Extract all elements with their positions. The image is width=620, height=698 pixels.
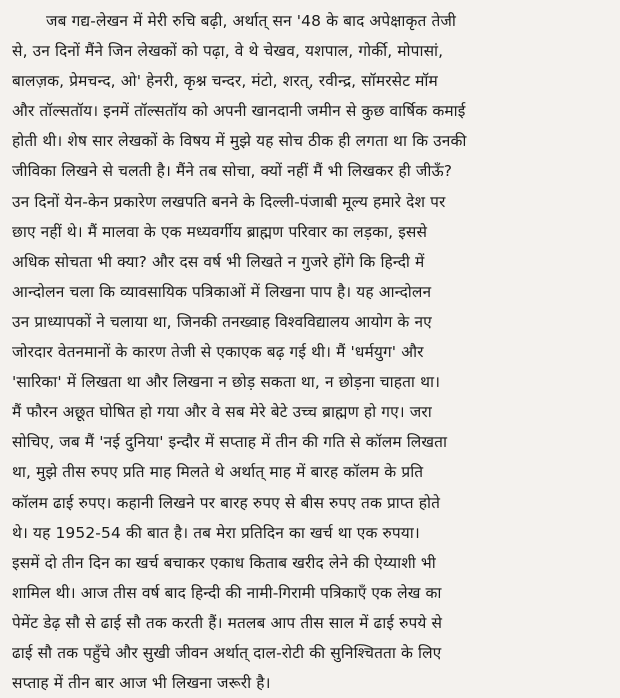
text-line: कॉलम ढाई रुपए। कहानी लिखने पर बारह रुपए से बीस रुपए तक प्राप्त होते <box>12 493 441 512</box>
text-line: था, मुझे तीस रुपए प्रति माह मिलते थे अर्थात् माह में बारह कॉलम के प्रति <box>12 463 424 482</box>
text-line: शामिल थी। आज तीस वर्ष बाद हिन्दी की नामी-गिरामी पत्रिकाएँ एक लेख का <box>12 583 442 602</box>
text-line: पेमेंट डेढ़ सौ से ढाई सौ तक करती हैं। मतलब आप तीस साल में ढाई रुपये से <box>12 613 443 632</box>
text-line: जब गद्य-लेखन में मेरी रुचि बढ़ी, अर्थात् सन '48 के बाद अपेक्षाकृत तेजी <box>46 12 457 30</box>
text-line: जोरदार वेतनमानों के कारण तेजी से एकाएक बढ़ गई थी। मैं 'धर्मयुग' और <box>12 343 424 362</box>
text-line: उन दिनों येन-केन प्रकारेण लखपति बनने के दिल्ली-पंजाबी मूल्य हमारे देश पर <box>12 192 446 211</box>
text-line: थे। यह 1952-54 की बात है। तब मेरा प्रतिदिन का खर्च था एक रुपया। <box>12 523 420 542</box>
text-line: अधिक सोचता भी क्या? और दस वर्ष भी लिखते न गुजरे होंगे कि हिन्दी में <box>12 252 425 271</box>
paragraph <box>12 6 612 698</box>
text-line: होती थी। शेष सार लेखकों के विषय में मुझे यह सोच ठीक ही लगता था कि उनकी <box>12 132 467 151</box>
text-line: बालज़क, प्रेमचन्द, ओ' हेनरी, कृश्न चन्दर, मंटो, शरत्, रवीन्द्र, सॉमरसेट मॉम <box>12 72 438 91</box>
text-line: ढाई सौ तक पहुँचे और सुखी जीवन अर्थात् दाल-रोटी की सुनिश्चितता के लिए <box>12 643 442 662</box>
text-line: उन प्राध्यापकों ने चलाया था, जिनकी तनख्वाह विश्वविद्यालय आयोग के नए <box>12 312 432 331</box>
text-line: आन्दोलन चला कि व्यावसायिक पत्रिकाओं में लिखना पाप है। यह आन्दोलन <box>12 282 432 301</box>
text-line: से, उन दिनों मैंने जिन लेखकों को पढ़ा, वे थे चेखव, यशपाल, गोर्की, मोपासां, <box>12 42 444 61</box>
text-line: इसमें दो तीन दिन का खर्च बचाकर एकाध किताब खरीद लेने की ऐय्याशी भी <box>12 553 436 572</box>
text-line: सोचिए, जब मैं 'नई दुनिया' इन्दौर में सप्ताह में तीन की गति से कॉलम लिखता <box>12 433 448 452</box>
text-line: सप्ताह में तीन बार आज भी लिखना जरूरी है। <box>12 674 271 693</box>
text-line: मैं फौरन अछूत घोषित हो गया और वे सब मेरे बेटे उच्च ब्राह्मण हो गए। जरा <box>12 403 432 422</box>
text-line: और तॉल्सतॉय। इनमें तॉल्सतॉय को अपनी खानदानी जमीन से कुछ वार्षिक कमाई <box>12 102 466 121</box>
text-line: 'सारिका' में लिखता था और लिखना न छोड़ सकता था, न छोड़ना चाहता था। <box>12 373 441 392</box>
text-line: जीविका लिखने से चलती है। मैंने तब सोचा, क्यों नहीं मैं भी लिखकर ही जीऊँ? <box>12 162 453 181</box>
text-line: छाए नहीं थे। मैं मालवा के एक मध्यवर्गीय ब्राह्मण परिवार का लड़का, इससे <box>12 222 428 241</box>
